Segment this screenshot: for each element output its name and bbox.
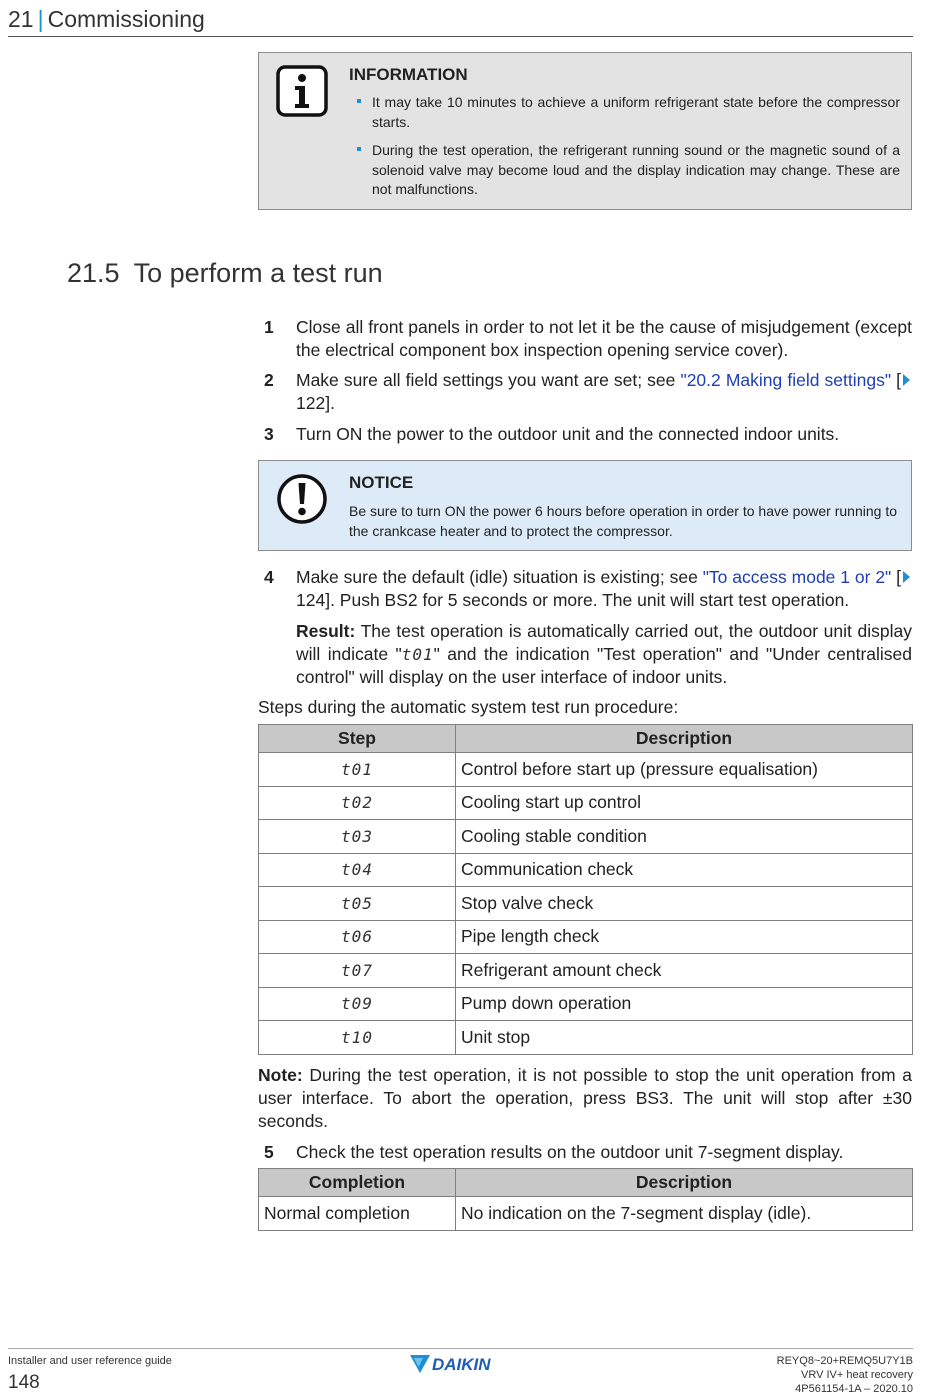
table-row [259,987,913,1021]
page-number: 148 [8,1372,40,1393]
table-row [259,954,913,988]
step-code: t02 [259,786,456,820]
test-run-steps-table [258,724,913,1055]
steps-intro: Steps during the automatic system test run procedure: [258,697,679,717]
step-description: Cooling stable condition [456,820,913,854]
information-item: It may take 10 minutes to achieve a uniform refrigerant state before the compressor starts. [355,93,900,132]
step-description: Control before start up (pressure equalisation) [456,753,913,787]
step-code: t09 [259,987,456,1021]
section-title [67,258,383,289]
step-code: t05 [259,887,456,921]
result-text-post: " and the indication "Test operation" and "Under centralised control" will display on the user interface of indoor units. [296,644,912,687]
completion-table [258,1168,913,1231]
table-row [259,1021,913,1055]
ref-open: [ [891,370,901,390]
header-separator: | [37,6,44,32]
step-code: t06 [259,920,456,954]
step-description: Stop valve check [456,887,913,921]
page-ref: 124 [296,590,326,610]
result-label: Result: [296,621,356,641]
step-number: 1 [264,317,274,337]
step-text: Turn ON the power to the outdoor unit and the connected indoor units. [296,424,840,444]
step-number: 2 [264,370,274,390]
step-text: Close all front panels in order to not let it be the cause of misjudgement (except the electrical component box inspection opening service cover). [296,317,912,360]
triangle-right-icon [903,374,910,386]
completion-description: No indication on the 7-segment display (idle). [456,1197,913,1231]
step-description: Refrigerant amount check [456,954,913,988]
step-description: Communication check [456,853,913,887]
column-header-step: Step [259,725,456,753]
result-paragraph [296,620,912,689]
note-label: Note: [258,1065,303,1085]
step-description: Cooling start up control [456,786,913,820]
step-number: 4 [264,567,274,587]
note-paragraph [258,1064,912,1133]
information-item: During the test operation, the refrigerant running sound or the magnetic sound of a solenoid valve may become loud and the display indication may change. These are not malfunctions. [355,141,900,200]
table-row [259,853,913,887]
step-code: t01 [259,753,456,787]
exclamation-icon [276,473,328,525]
step-description: Unit stop [456,1021,913,1055]
footer-doc-id: 4P561154-1A – 2020.10 [795,1383,913,1395]
step-description: Pipe length check [456,920,913,954]
table-row [259,820,913,854]
information-list [355,93,900,209]
step-text-pre: Make sure the default (idle) situation is existing; see [296,567,703,587]
page-header [8,6,913,37]
step-code: t07 [259,954,456,988]
table-header-row [259,1169,913,1197]
information-title: INFORMATION [349,65,468,84]
column-header-completion: Completion [259,1169,456,1197]
info-icon [276,65,328,117]
step-text: Check the test operation results on the outdoor unit 7-segment display. [296,1142,844,1162]
footer-product: VRV IV+ heat recovery [801,1369,913,1381]
section-heading: To perform a test run [133,258,383,288]
notice-title: NOTICE [349,473,414,492]
step-code: t04 [259,853,456,887]
note-text: During the test operation, it is not possible to stop the unit operation from a user interface. To abort the operation, press BS3. The unit will stop after ±30 seconds. [258,1065,912,1131]
step-code: t10 [259,1021,456,1055]
step-number: 5 [264,1142,274,1162]
step-number: 3 [264,424,274,444]
table-row [259,1197,913,1231]
table-row [259,887,913,921]
table-row [259,753,913,787]
step-text [296,369,912,415]
table-row [259,786,913,820]
chapter-number: 21 [8,6,34,32]
page-ref: 122 [296,393,326,413]
step-code: t03 [259,820,456,854]
section-number: 21.5 [67,258,120,288]
footer-divider [8,1348,913,1349]
step-description: Pump down operation [456,987,913,1021]
footer-guide-title: Installer and user reference guide [8,1355,172,1367]
notice-box [258,460,912,551]
triangle-right-icon [903,571,910,583]
ref-close: ]. Push BS2 for 5 seconds or more. The unit will start test operation. [325,590,850,610]
column-header-description: Description [456,1169,913,1197]
making-field-settings-link[interactable]: "20.2 Making field settings" [680,370,892,390]
display-code: t01 [401,645,434,664]
logo-text: DAIKIN [432,1355,491,1374]
column-header-description: Description [456,725,913,753]
completion-value: Normal completion [259,1197,456,1231]
table-header-row [259,725,913,753]
ref-close: ]. [325,393,335,413]
table-row [259,920,913,954]
daikin-logo [408,1354,512,1374]
access-mode-link[interactable]: "To access mode 1 or 2" [702,567,892,587]
footer-model: REYQ8~20+REMQ5U7Y1B [776,1355,913,1367]
information-box [258,52,912,210]
result-text-pre: The test operation is automatically carried out, the outdoor unit display will indicate " [296,621,912,664]
footer-right [777,1354,913,1396]
step-text [296,566,912,612]
step-text-pre: Make sure all field settings you want are set; see [296,370,681,390]
notice-text: Be sure to turn ON the power 6 hours before operation in order to have power running to the crankcase heater and to protect the compressor. [349,503,897,539]
ref-open: [ [891,567,902,587]
chapter-title: Commissioning [47,6,205,32]
